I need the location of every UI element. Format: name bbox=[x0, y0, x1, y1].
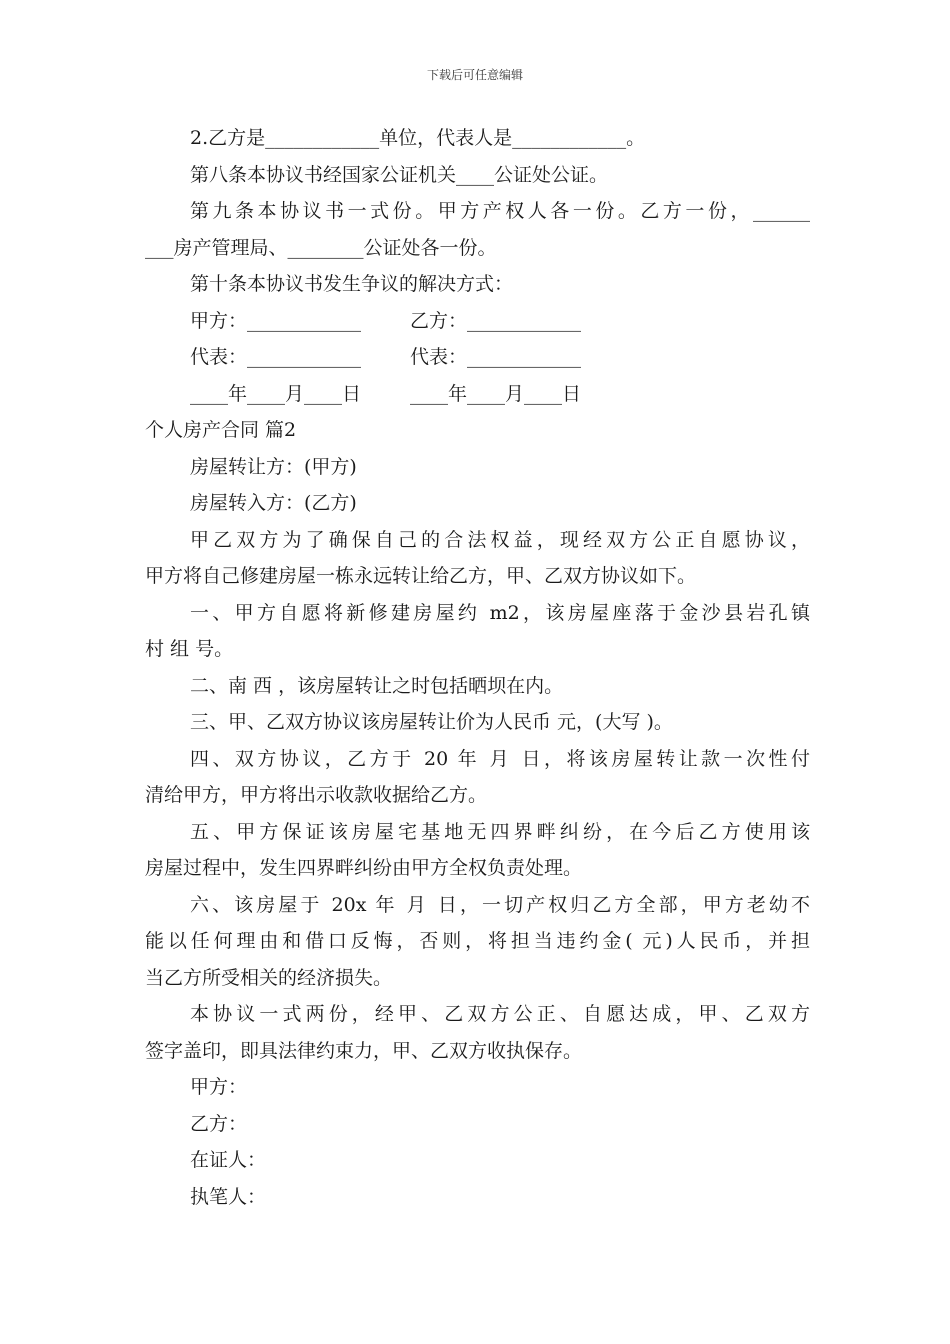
term-2: 二、南 西 ，该房屋转让之时包括晒坝在内。 bbox=[190, 674, 564, 697]
term-6-line3: 当乙方所受相关的经济损失。 bbox=[145, 966, 393, 989]
document-body bbox=[145, 120, 810, 1215]
closing-line2: 签字盖印，即具法律约束力，甲、乙双方收执保存。 bbox=[145, 1039, 583, 1062]
preamble-line2: 甲方将自己修建房屋一栋永远转让给乙方，甲、乙双方协议如下。 bbox=[145, 565, 697, 587]
clause-party-b-unit: 2.乙方是____________单位，代表人是____________。 bbox=[190, 127, 646, 149]
term-6-line2: 能以任何理由和借口反悔，否则，将担当违约金( 元)人民币，并担 bbox=[145, 930, 810, 952]
signature-row-dates bbox=[145, 376, 810, 413]
section-title: 个人房产合同 篇2 bbox=[145, 419, 297, 441]
term-3: 三、甲、乙双方协议该房屋转让价为人民币 元，(大写 )。 bbox=[190, 711, 673, 733]
page-header-note: 下载后可任意编辑 bbox=[426, 68, 523, 82]
transferee-line: 房屋转入方：(乙方) bbox=[190, 492, 357, 514]
term-5-line1: 五、甲方保证该房屋宅基地无四界畔纠纷，在今后乙方使用该 bbox=[190, 820, 810, 843]
clause-article-9-line1: 第九条本协议书一式份。甲方产权人各一份。乙方一份，______ bbox=[190, 200, 810, 222]
sign-witness: 在证人： bbox=[190, 1149, 267, 1171]
closing-line1: 本协议一式两份，经甲、乙双方公正、自愿达成，甲、乙双方 bbox=[190, 1003, 810, 1025]
term-4-line2: 清给甲方，甲方将出示收款收据给乙方。 bbox=[145, 784, 488, 806]
representative-a-field: 代表：____________ bbox=[190, 346, 362, 368]
date-b-field: ____年____月____日 bbox=[410, 382, 582, 405]
preamble-line1: 甲乙双方为了确保自己的合法权益，现经双方公正自愿协议， bbox=[190, 528, 810, 551]
term-6-line1: 六、该房屋于 20x 年 月 日，一切产权归乙方全部，甲方老幼不 bbox=[190, 893, 810, 916]
sign-party-b: 乙方： bbox=[190, 1112, 248, 1135]
transferor-line: 房屋转让方：(甲方) bbox=[190, 455, 357, 478]
signature-row-parties bbox=[145, 303, 810, 340]
term-5-line2: 房屋过程中，发生四界畔纠纷由甲方全权负责处理。 bbox=[145, 857, 583, 879]
clause-article-8: 第八条本协议书经国家公证机关____公证处公证。 bbox=[190, 163, 609, 186]
date-a-field: ____年____月____日 bbox=[190, 382, 362, 405]
clause-article-9-line2: ___房产管理局、________公证处各一份。 bbox=[145, 236, 497, 259]
sign-writer: 执笔人： bbox=[190, 1185, 267, 1208]
representative-b-field: 代表：____________ bbox=[410, 346, 582, 368]
term-1-line1: 一、甲方自愿将新修建房屋约 m2，该房屋座落于金沙县岩孔镇 bbox=[190, 601, 810, 624]
signature-row-representatives bbox=[145, 339, 810, 376]
party-b-signature-field: 乙方：____________ bbox=[410, 309, 582, 332]
clause-article-10: 第十条本协议书发生争议的解决方式： bbox=[190, 273, 514, 295]
sign-party-a: 甲方： bbox=[190, 1076, 248, 1098]
party-a-signature-field: 甲方：____________ bbox=[190, 309, 362, 332]
term-4-line1: 四、双方协议，乙方于 20 年 月 日，将该房屋转让款一次性付 bbox=[190, 747, 810, 770]
term-1-line2: 村 组 号。 bbox=[145, 638, 234, 660]
